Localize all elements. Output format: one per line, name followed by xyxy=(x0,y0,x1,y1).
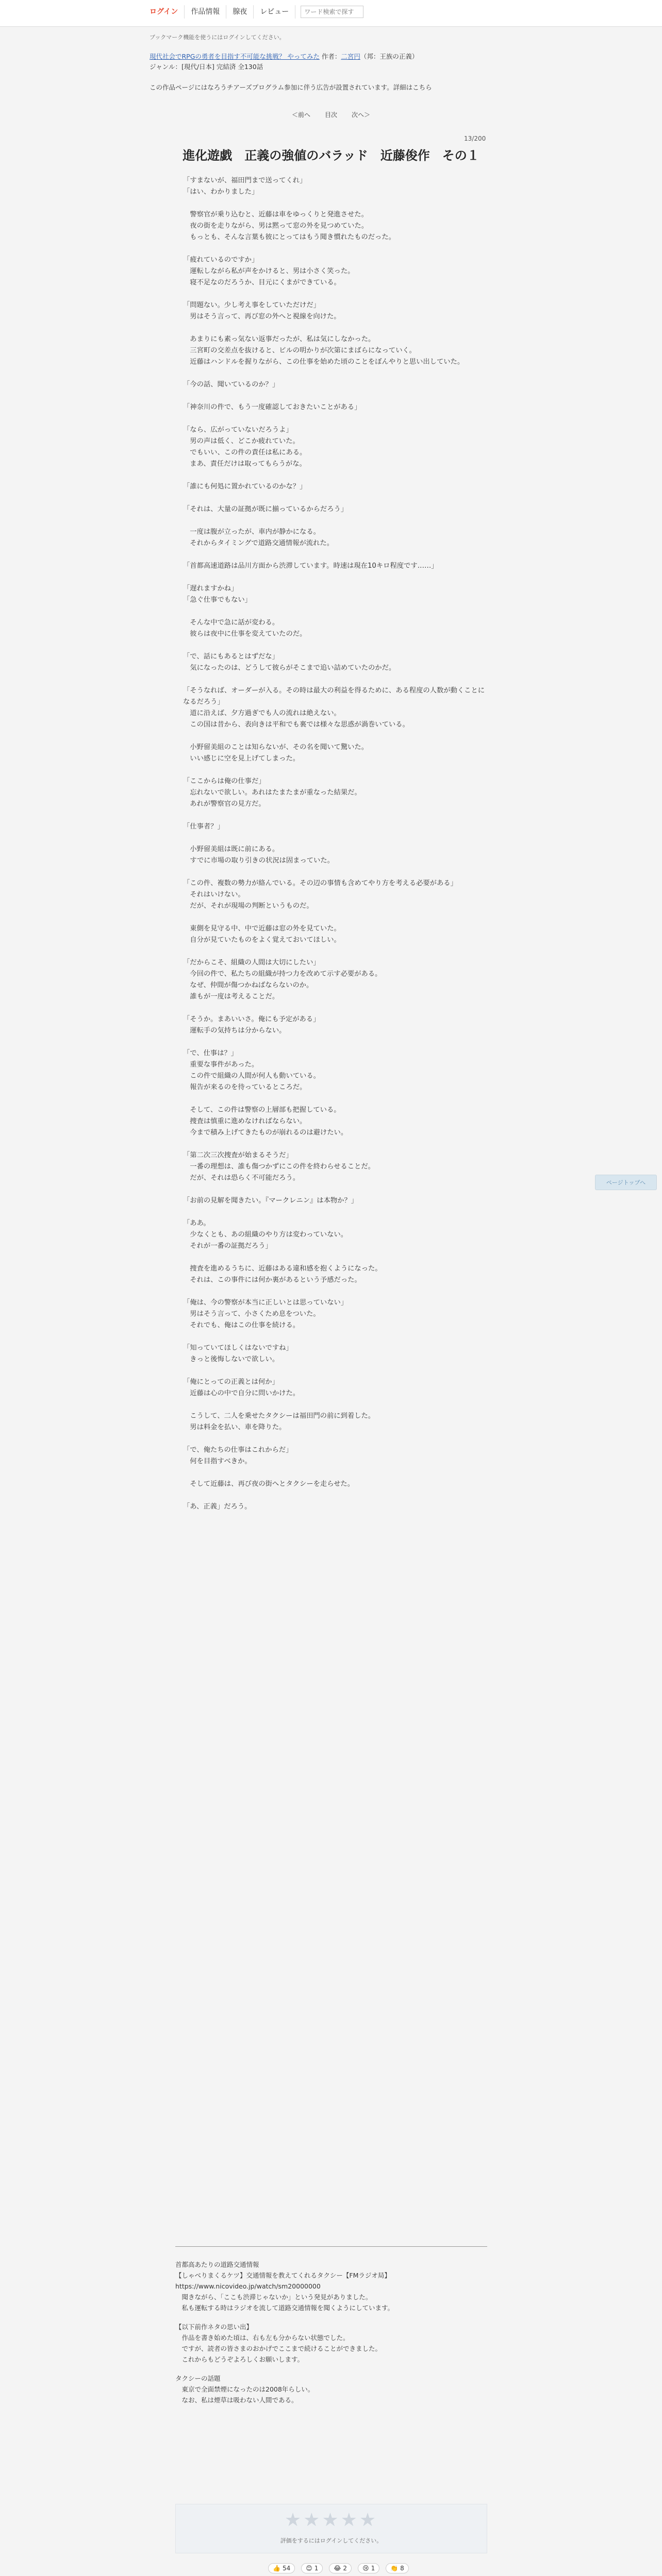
prev-link[interactable]: ＜前へ xyxy=(292,111,311,118)
index-link[interactable]: 目次 xyxy=(325,111,338,118)
reaction-count: 1 xyxy=(371,2565,375,2572)
episode-title: 進化遊戯 正義の強値のバラッド 近藤俊作 その１ xyxy=(183,148,479,163)
body-paragraph: 「第二次三次捜査が始まるそうだ」 一番の理想は、誰も傷つかずにこの件を終わらせることだ。 だが、それは恐らく不可能だろう。 xyxy=(183,1151,375,1182)
rating-note: 評価をするにはログインしてください。 xyxy=(280,2537,383,2544)
body-paragraph: 「疲れているのですか」 運転しながら私が声をかけると、男は小さく笑った。 寝不足なのだろうか、目元にくまができている。 xyxy=(183,256,355,286)
author-link[interactable]: 二宮円 xyxy=(341,53,360,60)
search-input[interactable] xyxy=(301,6,363,18)
reaction-icon: 😊 xyxy=(306,2565,312,2572)
reaction-icon: 😂 xyxy=(334,2565,341,2572)
reaction-count: 54 xyxy=(282,2565,291,2572)
body-paragraph: 「そうか。まあいいさ。俺にも予定がある」 運転手の気持ちは分からない。 xyxy=(183,1015,320,1035)
body-paragraph: 「ここからは俺の仕事だ」 忘れないで欲しい。あれはたまたまが重なった結果だ。 あれが警察官の見方だ。 xyxy=(183,777,361,808)
body-paragraph: 「遅れますかね」 「急ぐ仕事でもない」 xyxy=(183,585,252,604)
work-meta: ジャンル：[現代/日本] 完結済 全130話 xyxy=(150,63,263,71)
work-header xyxy=(150,52,510,72)
body-paragraph: 警察官が乗り込むと、近藤は車をゆっくりと発進させた。 夜の街を走りながら、男は黙って窓の外を見つめていた。 もっとも、そんな言葉も彼にとってはもう聞き慣れたものだった。 xyxy=(190,211,395,241)
top-bar xyxy=(0,0,662,27)
rating-box xyxy=(175,2504,487,2553)
reaction-count: 1 xyxy=(314,2565,319,2572)
ad-notice: この作品ページにはなろうチアーズプログラム参加に伴う広告が設置されています。詳細はこちら xyxy=(150,83,432,91)
reaction-count: 2 xyxy=(343,2565,347,2572)
body-paragraph: 「で、話にもあるとはずだな」 気になったのは、どうして彼らがそこまで追い詰めていたのかだ。 xyxy=(183,653,396,672)
afterword-paragraph: タクシーの話題 東京で全面禁煙になったのは2008年らしい。 なお、私は煙草は吸わない人間である。 xyxy=(175,2375,315,2404)
body-paragraph: 捜査を進めるうちに、近藤はある違和感を抱くようになった。 それは、この事件には何か裏があるという予感だった。 xyxy=(190,1265,382,1284)
reaction-count: 8 xyxy=(400,2565,404,2572)
body-paragraph: 「神奈川の件で、もう一度確認しておきたいことがある」 xyxy=(183,403,361,411)
body-paragraph: 「すまないが、福田門まで送ってくれ」 「はい、わかりました」 xyxy=(183,177,307,196)
body-paragraph: 小野留美組のことは知らないが、その名を聞いて驚いた。 いい感じに空を見上げてしまった。 xyxy=(190,743,369,762)
rating-stars[interactable]: ★★★★★ xyxy=(284,2510,378,2531)
series-label: （邦：王族の正義） xyxy=(360,53,419,60)
body-paragraph: 「問題ない。少し考え事をしていただけだ」 男はそう言って、再び窓の外へと視線を向けた。 xyxy=(183,301,341,320)
novel-body xyxy=(183,175,487,1524)
body-paragraph: そして近藤は、再び夜の街へとタクシーを走らせた。 xyxy=(183,1480,355,1488)
body-paragraph: 「で、俺たちの仕事はこれからだ」 何を目指すべきか。 xyxy=(183,1446,293,1465)
body-paragraph: そんな中で急に話が変わる。 彼らは夜中に仕事を変えていたのだ。 xyxy=(190,619,307,638)
author-label: 作者： xyxy=(321,53,341,60)
pager-top xyxy=(289,109,373,121)
body-paragraph: 「この件、複数の勢力が絡んでいる。その辺の事情も含めてやり方を考える必要がある」 それはいけない。 だが、それが現場の判断というものだ。 xyxy=(183,879,457,910)
body-paragraph: 「だからこそ、組織の人間は大切にしたい」 今回の件で、私たちの組織が持つ力を改めて示す必要がある。 なぜ、仲間が傷つかねばならないのか。 誰もが一度は考えることだ。 xyxy=(183,959,382,1001)
afterword-paragraph: 首都高あたりの道路交通情報 【しゃべりまくるケツ】交通情報を教えてくれるタクシー【FMラジオ局】 https://www.nicovideo.jp/watch/sm20000000 聞きながら、「ここも渋滞じゃないか」という発見がありました。 私も運転する時はラジオを流して道路交通情報を聞くようにしています。 xyxy=(175,2261,394,2312)
episode-number: 13/200 xyxy=(464,135,486,142)
reaction-button[interactable] xyxy=(329,2563,352,2573)
login-hint: ブックマーク機能を使うにはログインしてください。 xyxy=(150,34,285,41)
nav-novel[interactable]: 腺夜 xyxy=(226,5,254,19)
body-paragraph: 東側を見守る中、中で近藤は窓の外を見ていた。 自分が見ていたものをよく覚えておいてほしい。 xyxy=(190,925,341,944)
body-paragraph: こうして、二人を乗せたタクシーは福田門の前に到着した。 男は料金を払い、車を降りた。 xyxy=(190,1412,375,1431)
main-nav xyxy=(143,5,363,19)
nav-works[interactable]: 作品情報 xyxy=(185,5,226,19)
body-paragraph: 「なら、広がっていないだろうよ」 男の声は低く、どこか疲れていた。 でもいい、この件の責任は私にある。 まあ、責任だけは取ってもらうがな。 xyxy=(183,426,307,468)
next-link[interactable]: 次へ＞ xyxy=(352,111,371,118)
body-paragraph: 「俺は、今の警察が本当に正しいとは思っていない」 男はそう言って、小さくため息をついた。 それでも、俺はこの仕事を続ける。 xyxy=(183,1299,348,1329)
body-paragraph: 「あ、正義」だろう。 xyxy=(183,1503,252,1511)
body-paragraph: そして、この件は警察の上層部も把握している。 捜査は慎重に進めなければならない。 今まで積み上げてきたものが崩れるのは避けたい。 xyxy=(190,1106,348,1137)
page-top-button[interactable]: ページトップへ xyxy=(595,1175,657,1190)
body-paragraph: 「それは、大量の証拠が既に揃っているからだろう」 xyxy=(183,505,348,513)
work-title-link[interactable]: 現代社会でRPGの勇者を目指す不可能な挑戦？ やってみた xyxy=(150,53,320,60)
body-paragraph: 「お前の見解を聞きたい。『マークレニン』は本物か？」 xyxy=(183,1197,358,1205)
reaction-bar xyxy=(268,2563,409,2573)
reaction-icon: 👍 xyxy=(273,2565,280,2572)
body-paragraph: 「誰にも何処に置かれているのかな？」 xyxy=(183,483,307,490)
body-paragraph: 「俺にとっての正義とは何か」 近藤は心の中で自分に問いかけた。 xyxy=(183,1378,300,1397)
login-link[interactable]: ログイン xyxy=(143,5,185,19)
body-paragraph: あまりにも素っ気ない返事だったが、私は気にしなかった。 三宮町の交差点を抜けると、ビルの明かりが次第にまばらになっていく。 近藤はハンドルを握りながら、この仕事を始めた頃のことをぼんやりと思い出していた。 xyxy=(190,335,465,366)
body-paragraph: 「で、仕事は？」 重要な事件があった。 この件で組織の人間が何人も動いている。 報告が来るのを待っているところだ。 xyxy=(183,1049,320,1091)
nav-review[interactable]: レビュー xyxy=(254,5,295,19)
afterword-divider xyxy=(175,2246,487,2247)
reaction-button[interactable] xyxy=(268,2563,295,2573)
afterword-paragraph: 【以下前作ネタの思い出】 作品を書き始めた頃は、右も左も分からない状態でした。 ですが、読者の皆さまのおかげでここまで続けることができました。 これからもどうぞよろしくお願いします。 xyxy=(175,2323,382,2363)
body-paragraph: 「そうなれば、オーダーが入る。その時は最大の利益を得るために、ある程度の人数が動くことになるだろう」 道に沿えば、夕方過ぎでも人の流れは絶えない。 この国は昔から、表向きは平和でも裏では様々な思惑が渦巻いている。 xyxy=(183,687,485,728)
reaction-button[interactable] xyxy=(301,2563,323,2573)
body-paragraph: 「仕事者？」 xyxy=(183,823,224,831)
reaction-icon: 👏 xyxy=(390,2565,399,2572)
reaction-icon: 😢 xyxy=(362,2565,369,2572)
afterword xyxy=(175,2259,487,2414)
body-paragraph: 「首都高速道路は品川方面から渋滞しています。時速は現在10キロ程度です……」 xyxy=(183,562,438,570)
body-paragraph: 「今の話、聞いているのか？」 xyxy=(183,381,279,388)
body-paragraph: 「知っていてほしくはないですね」 きっと後悔しないで欲しい。 xyxy=(183,1344,293,1363)
reaction-button[interactable] xyxy=(358,2563,379,2573)
body-paragraph: 「ああ。 少なくとも、あの組織のやり方は変わっていない。 それが一番の証拠だろう」 xyxy=(183,1219,347,1250)
body-paragraph: 小野留美組は既に前にある。 すでに市場の取り引きの状況は固まっていた。 xyxy=(190,845,334,865)
reaction-button[interactable] xyxy=(386,2563,409,2573)
body-paragraph: 一度は腹が立ったが、車内が静かになる。 それからタイミングで道路交通情報が流れた。 xyxy=(190,528,334,547)
